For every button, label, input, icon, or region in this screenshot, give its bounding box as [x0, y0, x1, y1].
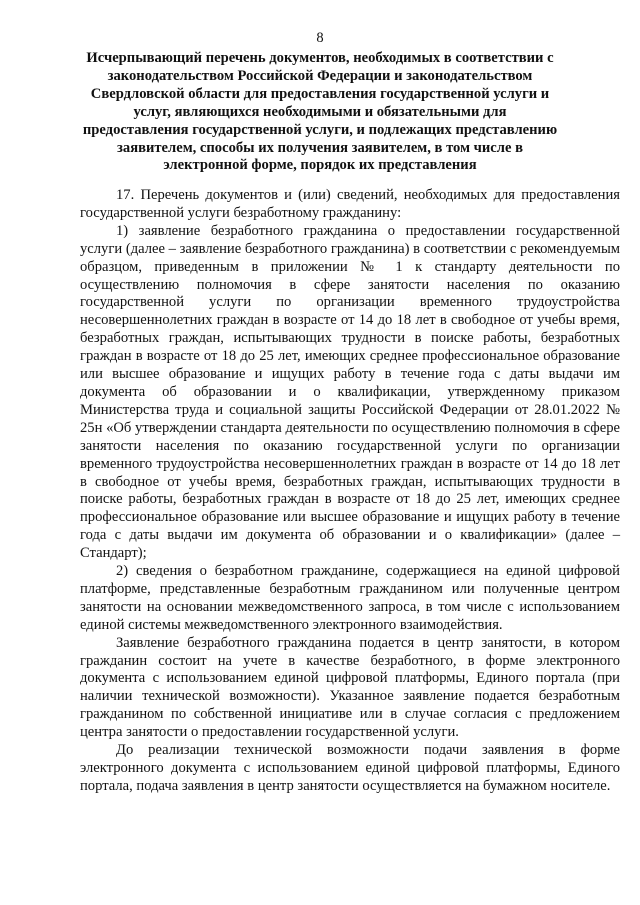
paragraph-item-1: 1) заявление безработного гражданина о предоставлении государственной услуги (далее – заявление безработного гражданина) в соответствии с рекомендуемым образцом, приведенным в приложении № 1 к стандарту деятельности по осуществлению полномочия в сфере занятости населения по оказанию государственной услуги по организации временного трудоустройства несовершеннолетних граждан в возрасте от 14 до 18 лет в свободное от учебы время, безработных граждан, испытывающих трудности в поиске работы, безработных граждан в возрасте от 18 до 25 лет, имеющих среднее профессиональное образование или высшее образование и ищущих работу в течение года с даты выдачи им документа об образовании и о квалификации, утвержденному приказом Министерства труда и социальной защиты Российской Федерации от 28.01.2022 № 25н «Об утверждении стандарта деятельности по осуществлению полномочия в сфере занятости населения по оказанию государственной услуги по организации временного трудоустройства несовершеннолетних граждан в возрасте от 14 до 18 лет в свободное от учебы время, безработных граждан, испытывающих трудности в поиске работы, безработных граждан в возрасте от 18 до 25 лет, имеющих среднее профессиональное образование или высшее образование и ищущих работу в течение года с даты выдачи им документа об образовании и о квалификации» (далее – Стандарт); [80, 222, 620, 562]
page-number: 8 [316, 30, 324, 46]
paragraph-paper-submission: До реализации технической возможности подачи заявления в форме электронного документа с использованием единой цифровой платформы, Единого портала, подача заявления в центр занятости осуществляется на бумажном носителе. [80, 742, 620, 794]
paragraph-17-intro: 17. Перечень документов и (или) сведений, необходимых для предоставления государственной услуги безработному гражданину: [80, 187, 620, 221]
body-text [80, 187, 620, 796]
paragraph-item-2: 2) сведения о безработном гражданине, содержащиеся на единой цифровой платформе, представленные безработным гражданином или полученные центром занятости на основании межведомственного запроса, в том числе с использованием единой системы межведомственного электронного взаимодействия. [80, 563, 620, 633]
paragraph-submission: Заявление безработного гражданина подается в центр занятости, в котором гражданин состоит на учете в качестве безработного, в форме электронного документа с использованием единой цифровой платформы, Единого портала (при наличии технической возможности). Указанное заявление подается безработным гражданином по собственной инициативе или в случае согласия с предложением центра занятости о предоставлении государственной услуги. [80, 634, 620, 741]
section-heading: Исчерпывающий перечень документов, необходимых в соответствии с законодательством Российской Федерации и законодательством Свердловской области для предоставления государственной услуги и услуг, являющихся необходимыми и обязательными для предоставления государственной услуги, и подлежащих представлению заявителем, способы их получения заявителем, в том числе в электронной форме, порядок их представления [82, 50, 558, 174]
